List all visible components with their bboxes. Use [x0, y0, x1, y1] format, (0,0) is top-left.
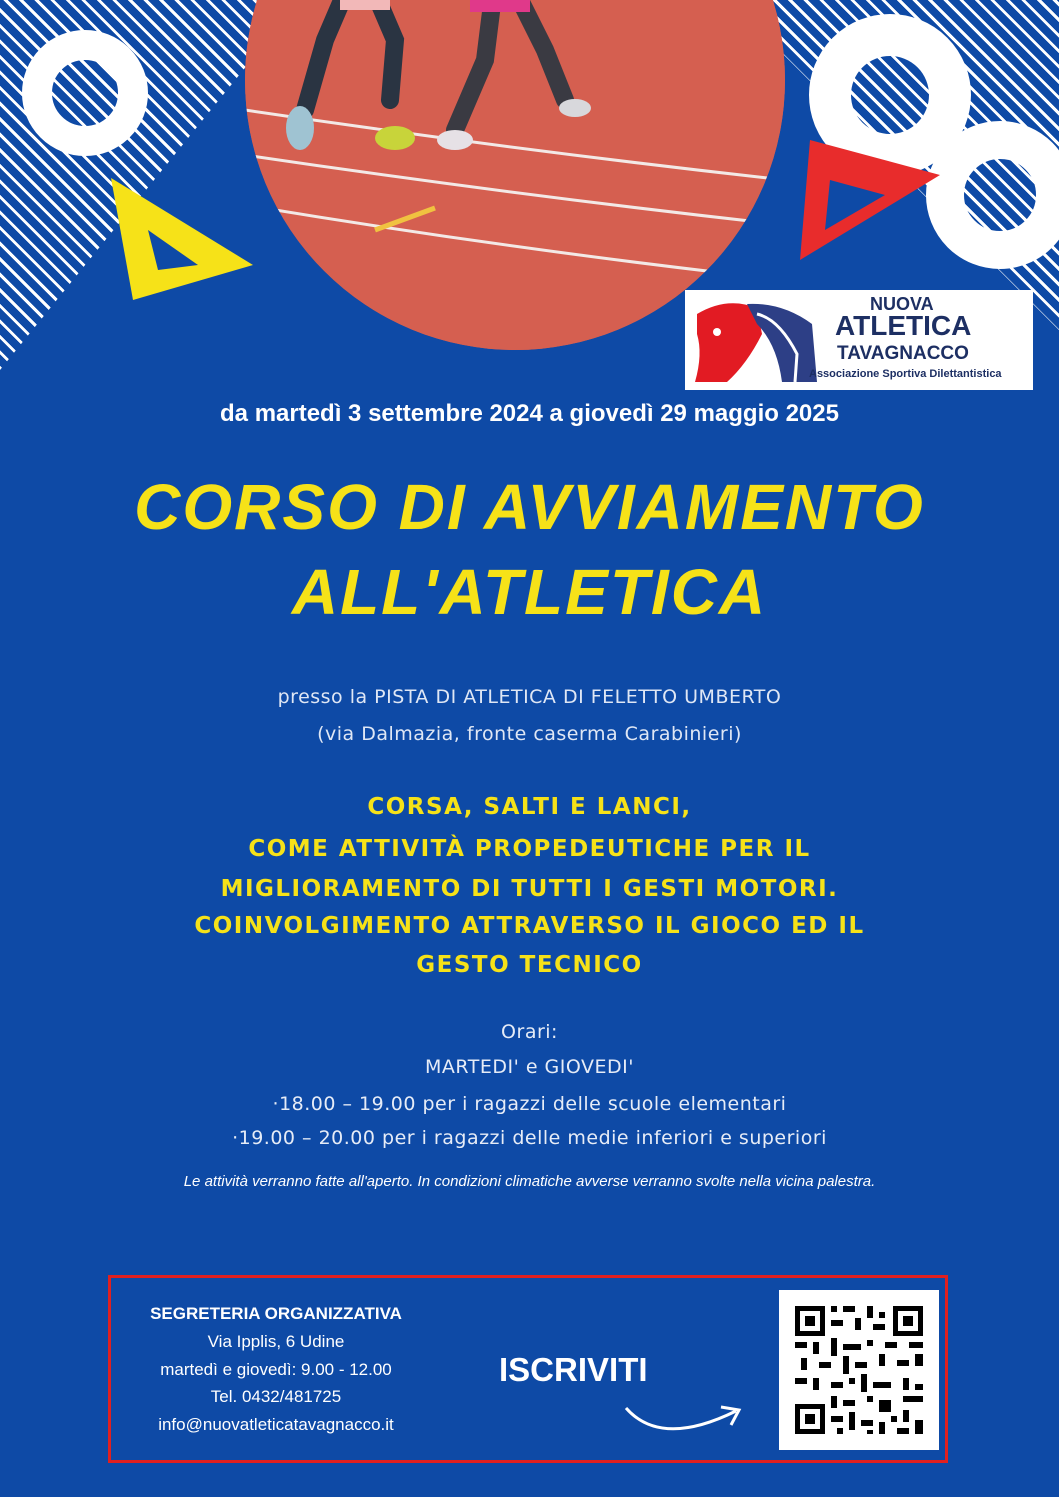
logo-subtitle: Associazione Sportiva Dilettantistica [809, 368, 1002, 380]
course-dates: da martedì 3 settembre 2024 a giovedì 29 maggio 2025 [220, 400, 839, 427]
description-line: COME ATTIVITÀ PROPEDEUTICHE PER IL [248, 836, 811, 862]
logo-line-nuova: NUOVA [870, 294, 934, 314]
weather-note: Le attività verranno fatte all'aperto. In condizioni climatiche avverse verranno svolte nella vicina palestra. [183, 1173, 876, 1190]
contact-box [108, 1275, 948, 1463]
location-venue: presso la PISTA DI ATLETICA DI FELETTO UMBERTO [277, 686, 782, 708]
description-line: COINVOLGIMENTO ATTRAVERSO IL GIOCO ED IL [194, 913, 865, 939]
description-line: CORSA, SALTI E LANCI, [367, 794, 692, 820]
secretariat-hours: martedì e giovedì: 9.00 - 12.00 [160, 1360, 392, 1379]
iscriviti-label[interactable]: ISCRIVITI [499, 1351, 648, 1388]
schedule-slot-elementary: ·18.00 – 19.00 per i ragazzi delle scuole elementari [272, 1093, 787, 1115]
title-line-2: ALL'ATLETICA [291, 556, 768, 628]
secretariat-address: Via Ipplis, 6 Udine [207, 1332, 345, 1351]
location-address: (via Dalmazia, fronte caserma Carabinieri) [317, 723, 742, 745]
registration-qr-code[interactable] [779, 1290, 939, 1450]
qr-code-icon [779, 1290, 939, 1450]
schedule-days: MARTEDI' e GIOVEDI' [425, 1056, 634, 1078]
lion-emblem-icon [687, 294, 827, 386]
schedule-slot-secondary: ·19.00 – 20.00 per i ragazzi delle medie inferiori e superiori [232, 1127, 827, 1149]
title-line-1: CORSO DI AVVIAMENTO [134, 471, 925, 543]
ring-left-icon [20, 28, 150, 158]
secretariat-email[interactable]: info@nuovatleticatavagnacco.it [158, 1415, 394, 1434]
logo-line-atletica: ATLETICA [835, 310, 972, 341]
description-line: MIGLIORAMENTO DI TUTTI I GESTI MOTORI. [220, 876, 839, 902]
logo-line-tavagnacco: TAVAGNACCO [837, 343, 969, 364]
secretariat-phone: Tel. 0432/481725 [210, 1387, 342, 1406]
triangle-red-icon [790, 135, 950, 265]
club-logo [685, 290, 1033, 390]
arrow-right-icon [621, 1393, 751, 1443]
description-line: GESTO TECNICO [416, 952, 643, 978]
triangle-yellow-icon [103, 170, 263, 310]
schedule-label: Orari: [501, 1021, 558, 1043]
secretariat-heading: SEGRETERIA ORGANIZZATIVA [150, 1304, 402, 1323]
